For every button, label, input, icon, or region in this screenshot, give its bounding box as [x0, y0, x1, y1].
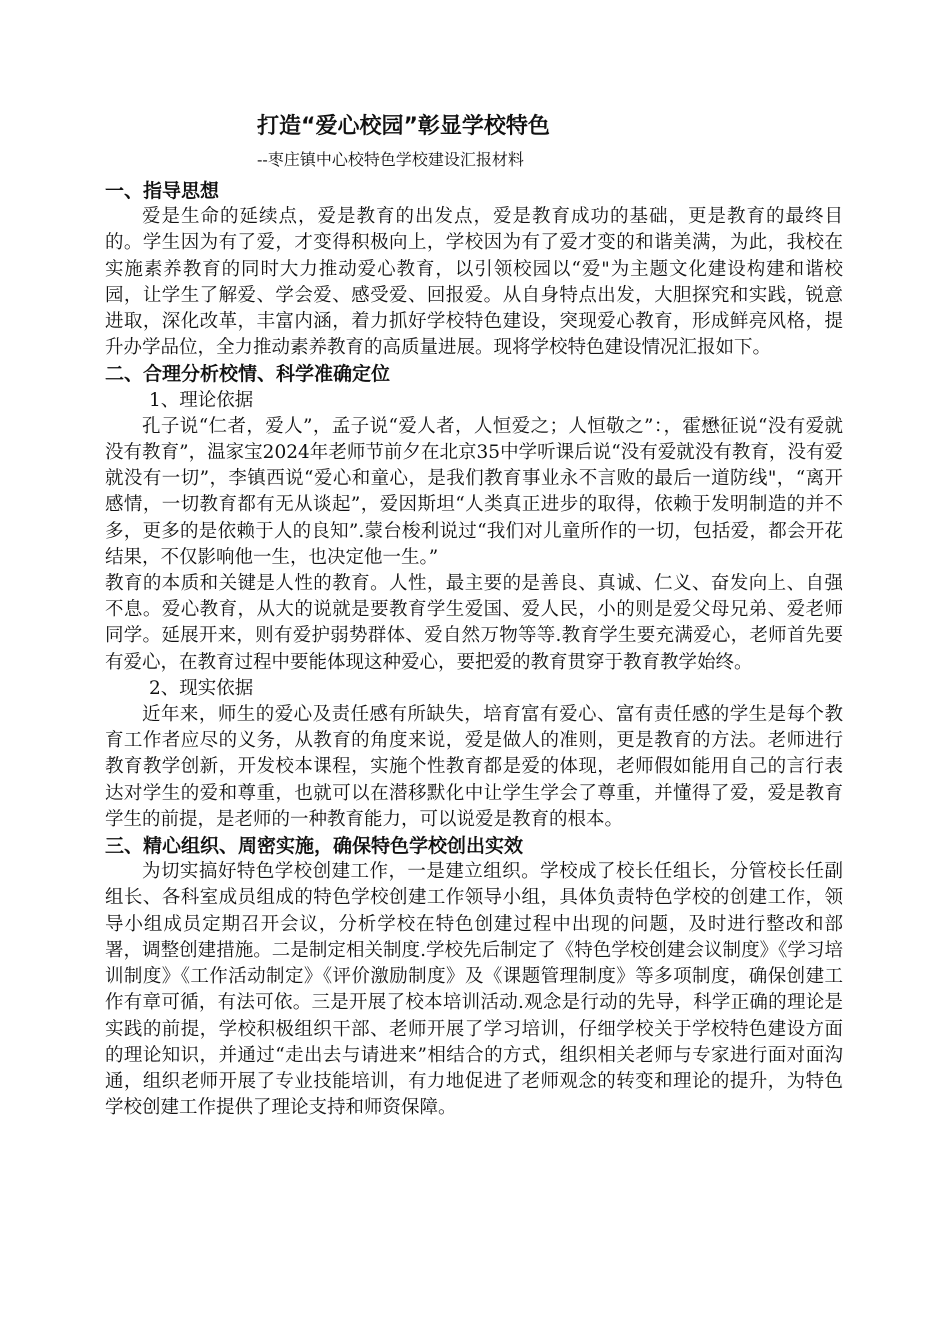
document-page	[105, 104, 843, 1121]
document-title: 打造“爱心校园”彰显学校特色	[257, 114, 550, 139]
subheading-theory: 1、理论依据	[149, 389, 254, 411]
section-heading-2: 二、合理分析校情、科学准确定位	[105, 363, 391, 386]
section-heading-3: 三、精心组织、周密实施，确保特色学校创出实效	[105, 835, 524, 858]
paragraph: 为切实搞好特色学校创建工作，一是建立组织。学校成了校长任组长，分管校长任副组长、各科室成员组成的特色学校创建工作领导小组，具体负责特色学校的创建工作，领导小组成员定期召开会议，分析学校在特色创建过程中出现的问题，及时进行整改和部署，调整创建措施。二是制定相关制度.学校先后制定了《特色学校创建会议制度》《学习培训制度》《工作活动制定》《评价激励制度》及《课题管理制度》等多项制度，确保创建工作有章可循，有法可依。三是开展了校本培训活动.观念是行动的先导，科学正确的理论是实践的前提，学校积极组织干部、老师开展了学习培训，仔细学校关于学校特色建设方面的理论知识，并通过“走出去与请进来”相结合的方式，组织相关老师与专家进行面对面沟通，组织老师开展了专业技能培训，有力地促进了老师观念的转变和理论的提升，为特色学校创建工作提供了理论支持和师资保障。	[105, 861, 843, 1119]
paragraph: 教育的本质和关键是人性的教育。人性，最主要的是善良、真诚、仁义、奋发向上、自强不息。爱心教育，从大的说就是要教育学生爱国、爱人民，小的则是爱父母兄弟、爱老师同学。延展开来，则有爱护弱势群体、爱自然万物等等.教育学生要充满爱心，老师首先要有爱心，在教育过程中要能体现这种爱心，要把爱的教育贯穿于教育教学始终。	[105, 573, 843, 673]
subheading-reality: 2、现实依据	[149, 677, 254, 699]
paragraph: 爱是生命的延续点，爱是教育的出发点，爱是教育成功的基础，更是教育的最终目的。学生因为有了爱，才变得积极向上，学校因为有了爱才变的和谐美满，为此，我校在实施素养教育的同时大力推动爱心教育，以引领校园以“爱"为主题文化建设构建和谐校园，让学生了解爱、学会爱、感受爱、回报爱。从自身特点出发，大胆探究和实践，锐意进取，深化改革，丰富内涵，着力抓好学校特色建设，突现爱心教育，形成鲜亮风格，提升办学品位，全力推动素养教育的高质量进展。现将学校特色建设情况汇报如下。	[105, 206, 843, 359]
section-heading-1: 一、指导思想	[105, 180, 220, 202]
paragraph: 孔子说“仁者，爱人”，孟子说“爱人者，人恒爱之；人恒敬之”：，霍懋征说“没有爱就没有教育”，温家宝2024年老师节前夕在北京35中学听课后说“没有爱就没有教育，没有爱就没有一切”，李镇西说“爱心和童心，是我们教育事业永不言败的最后一道防线"，“离开感情，一切教育都有无从谈起”，爱因斯坦“人类真正进步的取得，依赖于发明制造的并不多，更多的是依赖于人的良知”.蒙台梭利说过“我们对儿童所作的一切，包括爱，都会开花结果，不仅影响他一生，也决定他一生。”	[105, 415, 843, 568]
document-subtitle: --枣庄镇中心校特色学校建设汇报材料	[257, 150, 524, 169]
paragraph: 近年来，师生的爱心及责任感有所缺失，培育富有爱心、富有责任感的学生是每个教育工作者应尽的义务，从教育的角度来说，爱是做人的准则，更是教育的方法。老师进行教育教学创新，开发校本课程，实施个性教育都是爱的体现，老师假如能用自己的言行表达对学生的爱和尊重，也就可以在潜移默化中让学生学会了尊重，并懂得了爱，爱是教育学生的前提，是老师的一种教育能力，可以说爱是教育的根本。	[105, 704, 843, 830]
